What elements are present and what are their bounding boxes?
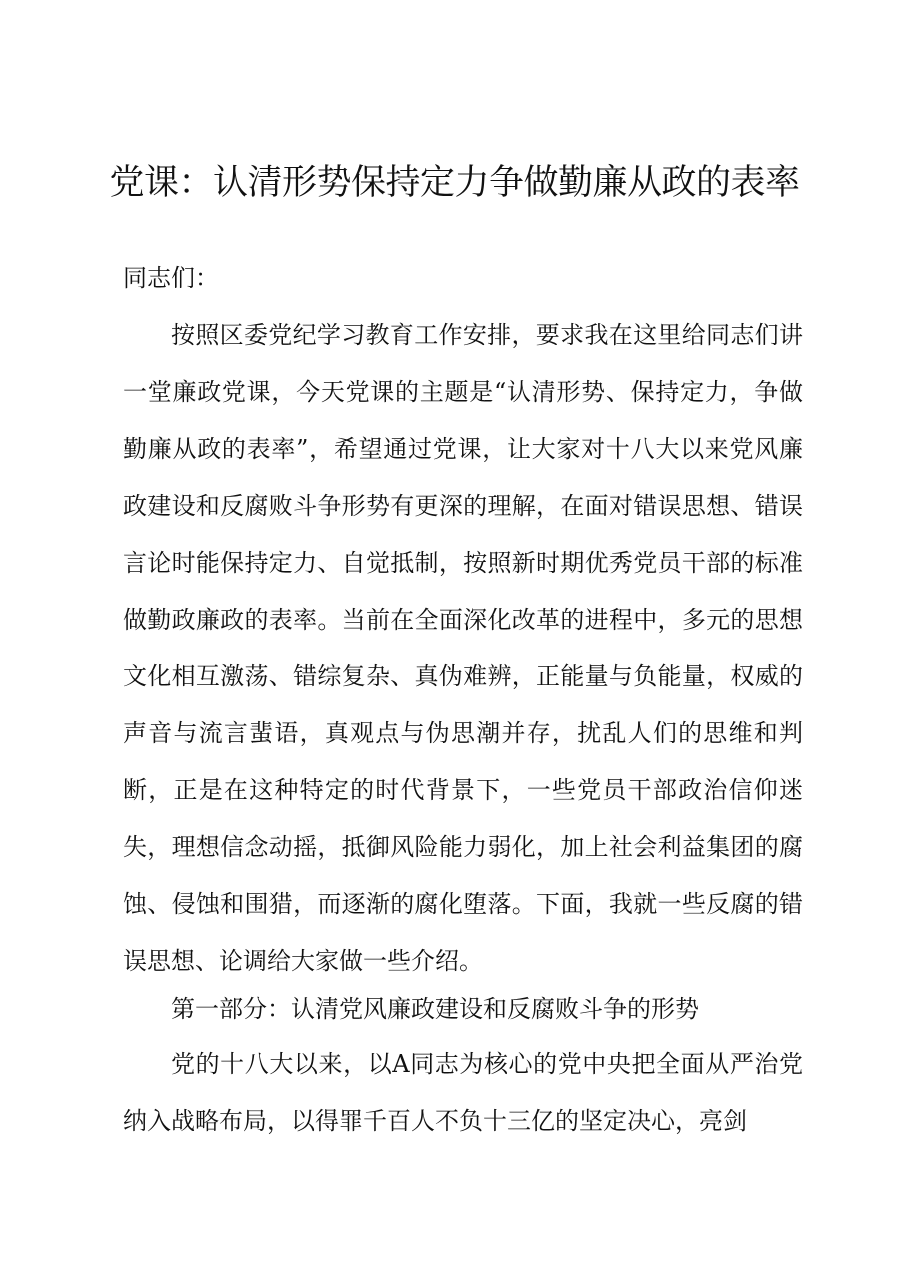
- section-paragraph: 党的十八大以来，以A同志为核心的党中央把全面从严治党纳入战略布局，以得罪千百人不负十三亿的坚定决心，亮剑: [123, 1050, 803, 1135]
- salutation: 同志们：: [123, 264, 219, 292]
- section-heading: 第一部分：认清党风廉政建设和反腐败斗争的形势: [171, 995, 699, 1023]
- document-title: 党课：认清形势保持定力争做勤廉从政的表率: [109, 163, 800, 203]
- body-paragraph: 按照区委党纪学习教育工作安排，要求我在这里给同志们讲一堂廉政党课，今天党课的主题是“认清形势、保持定力，争做勤廉从政的表率”，希望通过党课，让大家对十八大以来党风廉政建设和反腐败斗争形势有更深的理解，在面对错误思想、错误言论时能保持定力、自觉抵制，按照新时期优秀党员干部的标准做勤政廉政的表率。当前在全面深化改革的进程中，多元的思想文化相互激荡、错综复杂、真伪难辨，正能量与负能量，权威的声音与流言蜚语，真观点与伪思潮并存，扰乱人们的思维和判断，正是在这种特定的时代背景下，一些党员干部政治信仰迷失，理想信念动摇，抵御风险能力弱化，加上社会利益集团的腐蚀、侵蚀和围猎，而逐渐的腐化堕落。下面，我就一些反腐的错误思想、论调给大家做一些介绍。: [123, 321, 803, 975]
